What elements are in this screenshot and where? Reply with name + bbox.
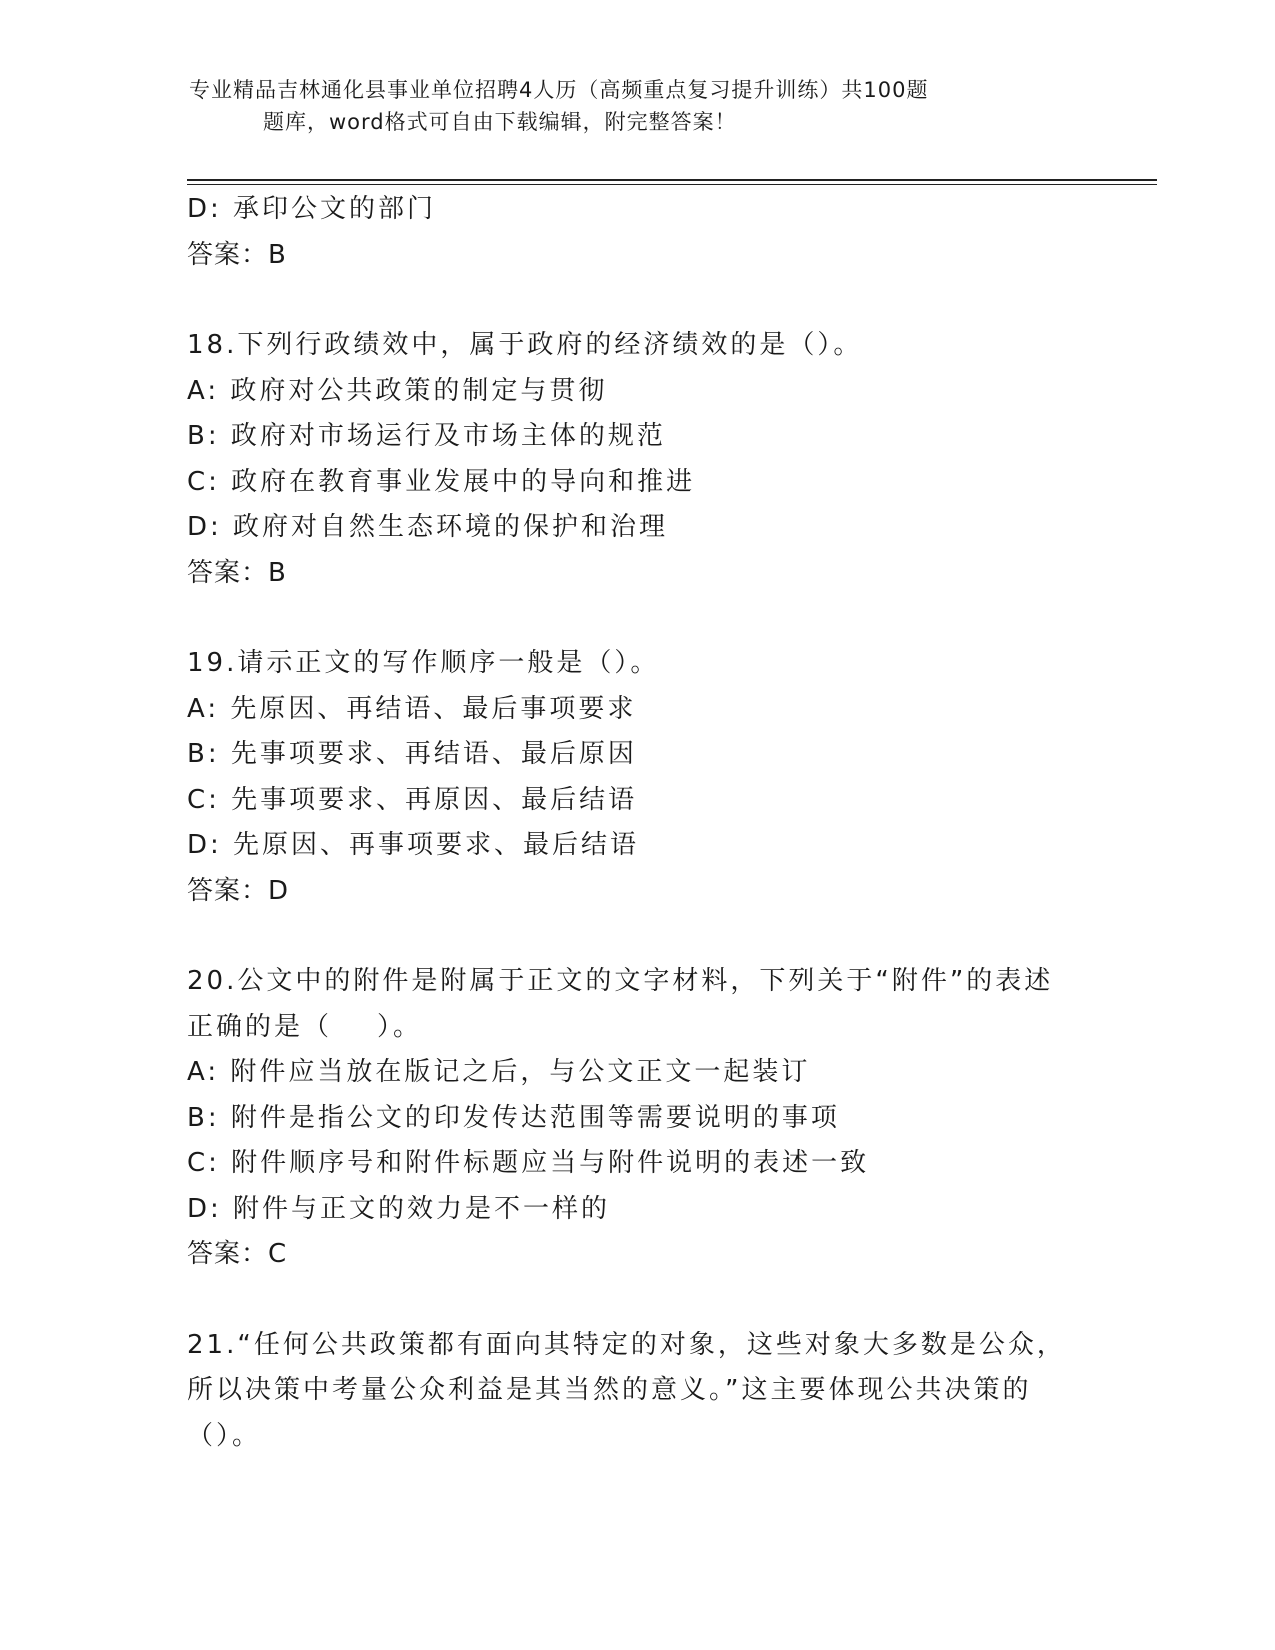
option-a: A: 附件应当放在版记之后，与公文正文一起装订 <box>187 1057 811 1087</box>
option-d: D: 承印公文的部门 <box>187 194 437 224</box>
spacer <box>187 1278 1087 1323</box>
spacer <box>187 596 1087 641</box>
option-c: C: 政府在教育事业发展中的导向和推进 <box>187 466 696 497</box>
option-c: C: 附件顺序号和附件标题应当与附件说明的表述一致 <box>187 1148 870 1178</box>
option-b: B: 政府对市场运行及市场主体的规范 <box>187 421 666 451</box>
question-block <box>187 641 1087 914</box>
question-block <box>187 1323 1087 1460</box>
option-c: C: 先事项要求、再原因、最后结语 <box>187 784 638 815</box>
question-block <box>187 323 1087 596</box>
spacer <box>187 914 1087 959</box>
header-title-line-2: 题库，word格式可自由下载编辑，附完整答案！ <box>263 110 737 134</box>
option-d: D: 附件与正文的效力是不一样的 <box>187 1193 611 1224</box>
header-divider-thin <box>187 184 1157 185</box>
question-stem-continued: （）。 <box>187 1420 262 1451</box>
question-list <box>187 187 1087 1459</box>
document-header <box>189 74 1049 138</box>
question-stem: 19.请示正文的写作顺序一般是（）。 <box>187 648 660 678</box>
question-stem-continued: 正确的是（ ）。 <box>187 1011 423 1042</box>
question-stem: 20.公文中的附件是附属于正文的文字材料，下列关于“附件”的表述 <box>187 966 1054 996</box>
header-divider-thick <box>187 179 1157 181</box>
header-title-line-1: 专业精品吉林通化县事业单位招聘4人历（高频重点复习提升训练）共100题 <box>189 78 929 102</box>
option-b: B: 先事项要求、再结语、最后原因 <box>187 739 637 769</box>
question-block <box>187 959 1087 1278</box>
option-a: A: 先原因、再结语、最后事项要求 <box>187 693 637 724</box>
answer: 答案：B <box>187 557 287 588</box>
question-stem: 18.下列行政绩效中，属于政府的经济绩效的是（）。 <box>187 330 863 360</box>
option-d: D: 政府对自然生态环境的保护和治理 <box>187 512 669 542</box>
answer: 答案：B <box>187 239 287 270</box>
option-a: A: 政府对公共政策的制定与贯彻 <box>187 375 608 406</box>
answer: 答案：C <box>187 1239 288 1269</box>
option-d: D: 先原因、再事项要求、最后结语 <box>187 830 640 860</box>
option-b: B: 附件是指公文的印发传达范围等需要说明的事项 <box>187 1102 840 1133</box>
answer: 答案：D <box>187 875 290 906</box>
question-stem: 21.“任何公共政策都有面向其特定的对象，这些对象大多数是公众， <box>187 1329 1066 1360</box>
question-stem-continued: 所以决策中考量公众利益是其当然的意义。”这主要体现公共决策的 <box>187 1375 1032 1405</box>
spacer <box>187 278 1087 323</box>
